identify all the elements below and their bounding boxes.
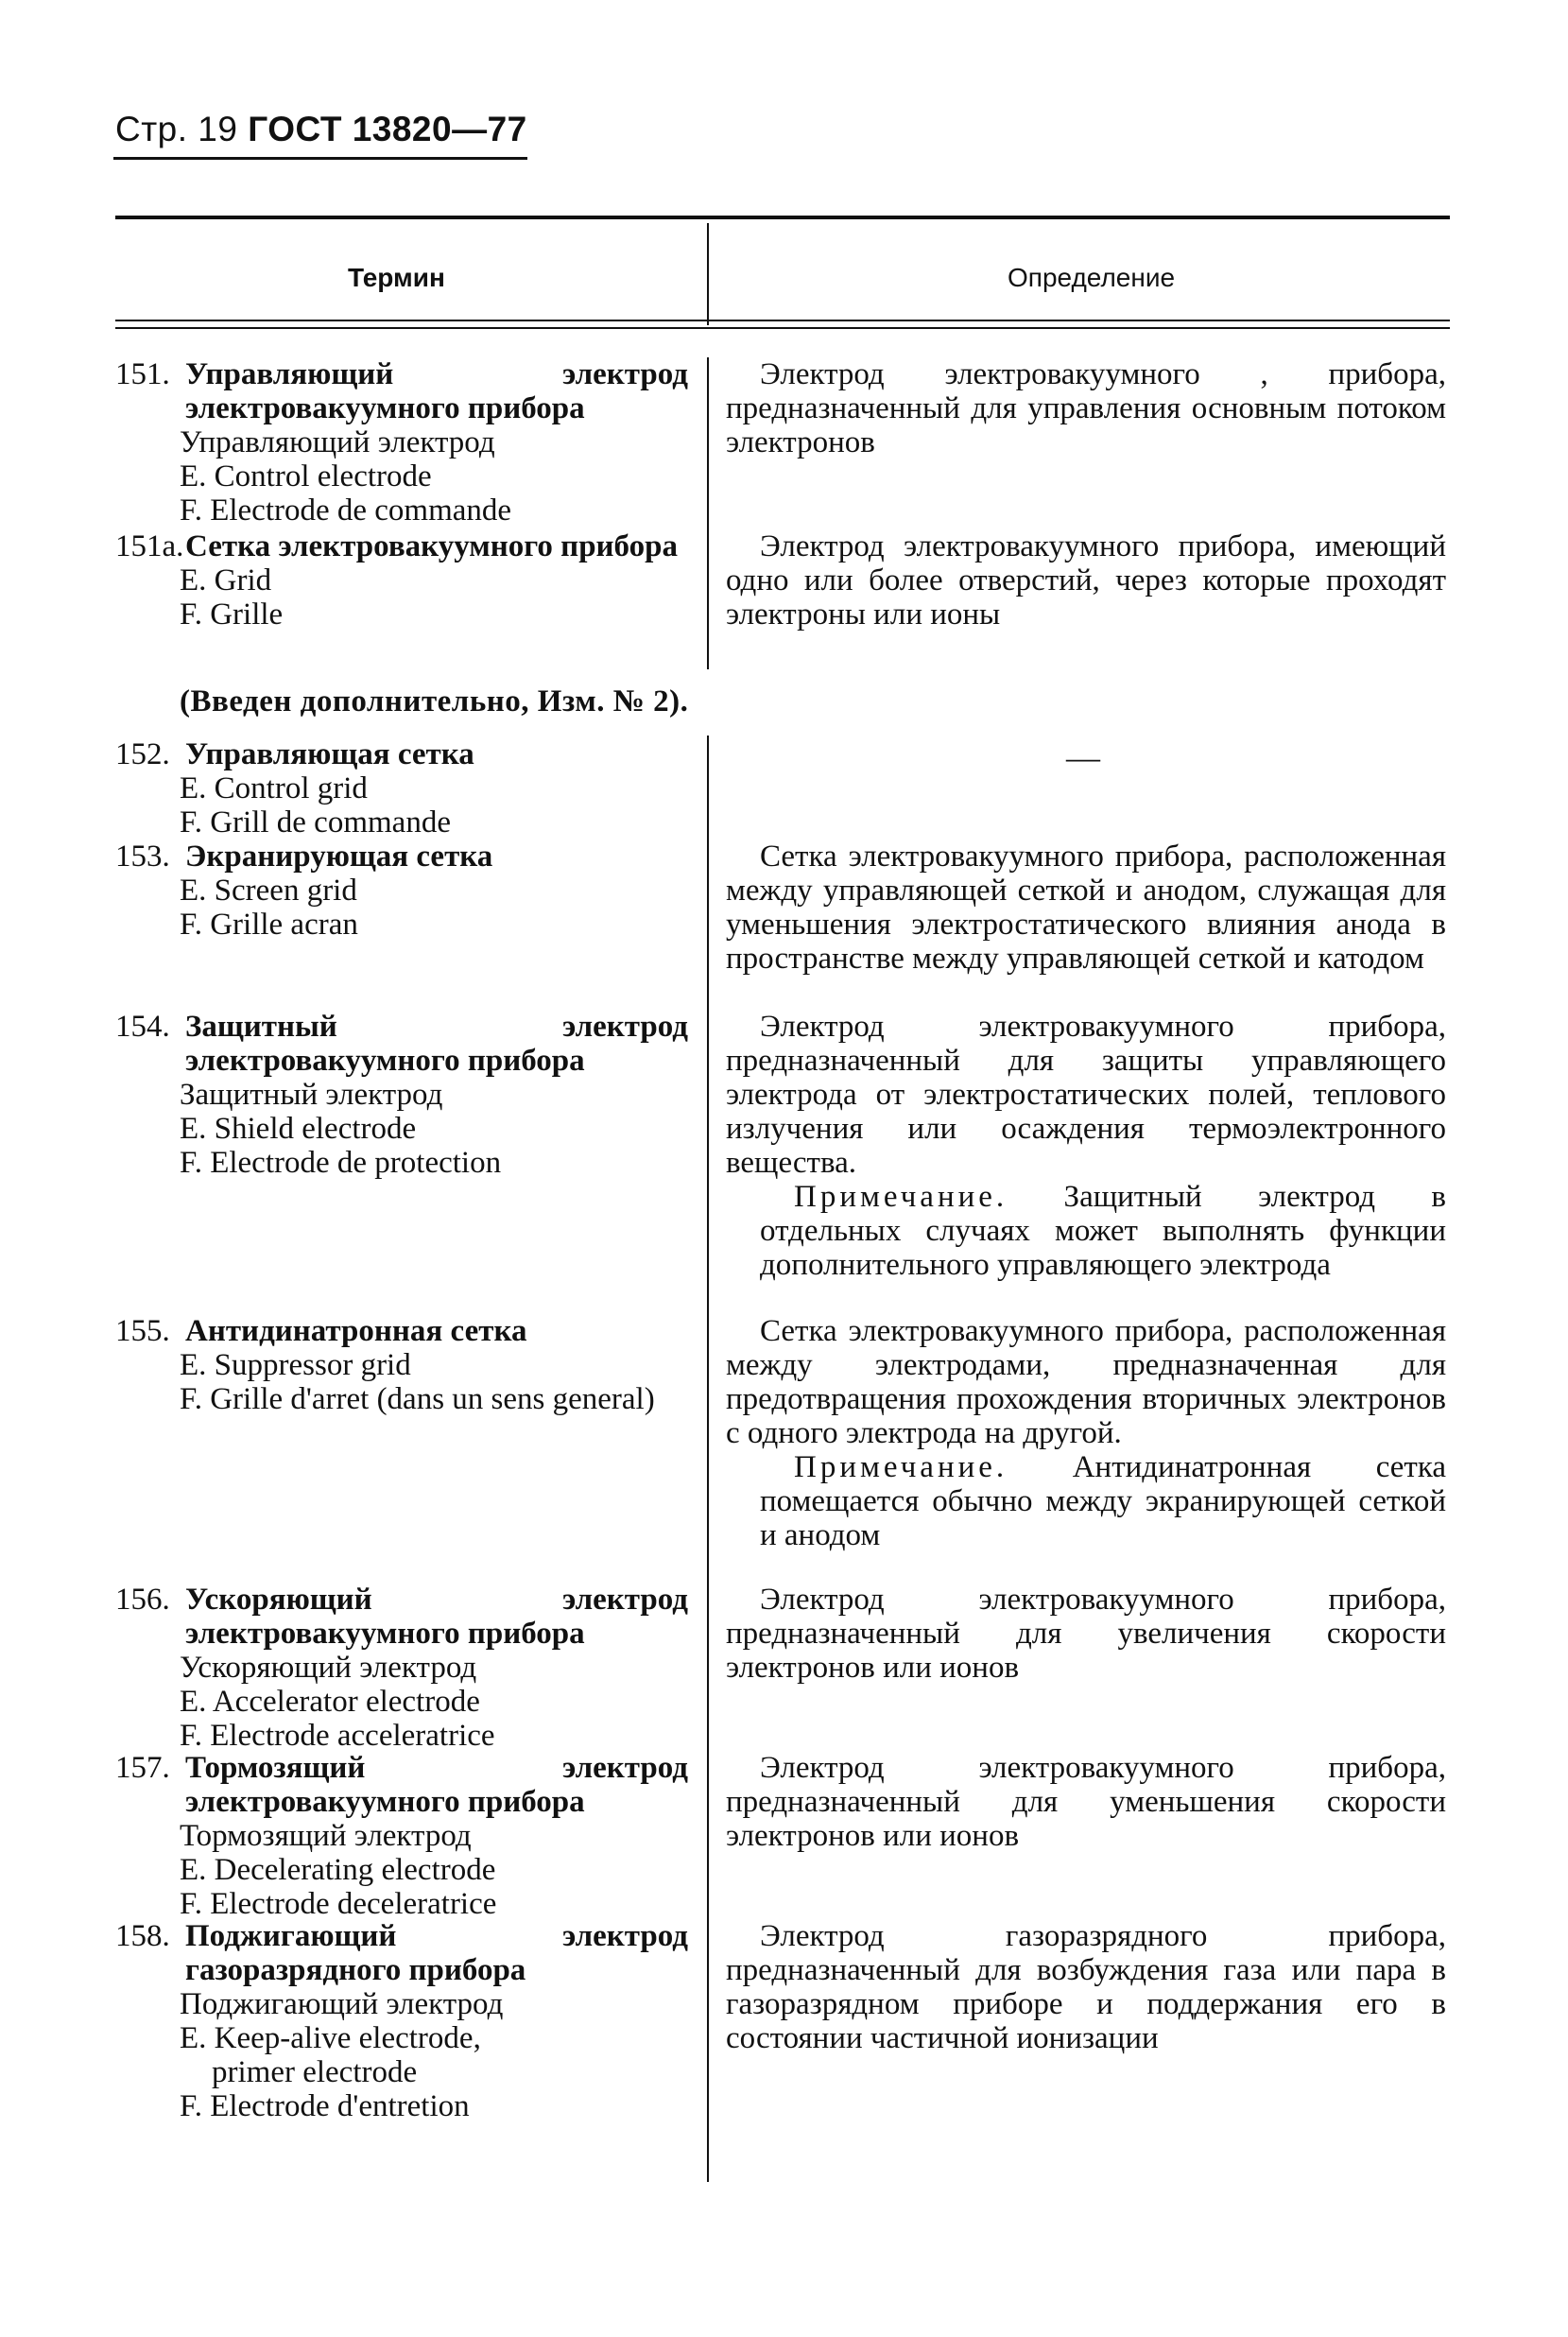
term-number: 152. xyxy=(115,737,170,771)
term-entry xyxy=(115,357,688,528)
header-underline xyxy=(113,157,527,160)
term-french: F. Electrode acceleratrice xyxy=(180,1719,495,1753)
note-label: Примечание. xyxy=(794,1450,1008,1484)
definition xyxy=(726,1583,1446,1685)
term-number: 153. xyxy=(115,840,170,874)
definition-note xyxy=(726,1450,1446,1552)
column-divider xyxy=(707,357,709,669)
page-number: Стр. 19 xyxy=(115,110,238,148)
term-short: Поджигающий электрод xyxy=(180,1987,504,2021)
note-text: Антидинатронная сетка помещается обычно между экранирующей сеткой и анодом xyxy=(760,1450,1447,1552)
term-name: Поджигающий электрод газоразрядного прибора xyxy=(185,1919,688,1987)
definition xyxy=(726,1314,1446,1552)
term-name: Управляющий электрод электровакуумного прибора xyxy=(185,357,688,425)
term-english: E. Suppressor grid xyxy=(180,1348,411,1382)
term-english: E. Screen grid xyxy=(180,874,357,908)
term-short: Управляющий электрод xyxy=(180,425,495,459)
term-entry xyxy=(115,1583,688,1753)
term-name: Ускоряющий электрод электровакуумного прибора xyxy=(185,1583,688,1651)
term-english-alt: primer electrode xyxy=(212,2055,418,2089)
definition xyxy=(726,1751,1446,1853)
definition-text: Электрод газоразрядного прибора, предназначенный для возбуждения газа или пара в газоразрядном приборе и поддержания его в состоянии частичной ионизации xyxy=(726,1919,1446,2055)
term-english: E. Decelerating electrode xyxy=(180,1853,496,1887)
term-english: E. Control grid xyxy=(180,771,368,805)
definition-text: Электрод электровакуумного прибора, предназначенный для уменьшения скорости электронов или ионов xyxy=(726,1751,1446,1853)
term-french: F. Grille xyxy=(180,597,284,632)
table-top-rule xyxy=(115,216,1450,219)
definition-text: Сетка электровакуумного прибора, расположенная между электродами, предназначенная для предотвращения прохождения вторичных электронов с одного электрода на другой. xyxy=(726,1314,1446,1450)
term-entry xyxy=(115,1751,688,1921)
definition xyxy=(726,840,1446,976)
term-short: Защитный электрод xyxy=(180,1078,443,1112)
term-entry xyxy=(115,1919,688,2123)
term-name: Антидинатронная сетка xyxy=(185,1314,527,1348)
definition xyxy=(726,529,1446,632)
term-number: 151. xyxy=(115,357,170,391)
column-header-definitions: Определение xyxy=(1008,263,1176,292)
term-entry xyxy=(115,1314,688,1416)
note-label: Примечание. xyxy=(794,1180,1008,1214)
definition-text: Электрод электровакуумного прибора, предназначенный для увеличения скорости электронов или ионов xyxy=(726,1583,1446,1685)
term-french: F. Electrode d'entretion xyxy=(180,2089,470,2123)
standard-number: ГОСТ 13820—77 xyxy=(248,110,527,148)
term-english: E. Control electrode xyxy=(180,459,432,493)
term-number: 158. xyxy=(115,1919,170,1953)
header-rule xyxy=(115,320,1450,321)
term-entry xyxy=(115,529,688,632)
definition-text: Электрод электровакуумного , прибора, предназначенный для управления основным потоком электронов xyxy=(726,357,1446,459)
term-number: 155. xyxy=(115,1314,170,1348)
definition-text: Электрод электровакуумного прибора, имеющий одно или более отверстий, через которые проходят электроны или ионы xyxy=(726,529,1446,632)
term-french: F. Grille d'arret (dans un sens general) xyxy=(180,1382,655,1416)
definition-text: Электрод электровакуумного прибора, предназначенный для защиты управляющего электрода от электростатических полей, теплового излучения или осаждения термоэлектронного вещества. xyxy=(726,1010,1446,1180)
term-name: Сетка электровакуумного прибора xyxy=(185,529,678,563)
term-entry xyxy=(115,737,688,840)
term-french: F. Electrode de commande xyxy=(180,493,512,528)
term-number: 154. xyxy=(115,1010,170,1044)
term-short: Ускоряющий электрод xyxy=(180,1651,477,1685)
term-number: 156. xyxy=(115,1583,170,1617)
term-name: Тормозящий электрод электровакуумного прибора xyxy=(185,1751,688,1819)
header-rule xyxy=(115,327,1450,329)
definition xyxy=(726,1919,1446,2055)
amendment-note: (Введен дополнительно, Изм. № 2). xyxy=(180,684,689,718)
note-text: Защитный электрод в отдельных случаях может выполнять функции дополнительного управляющего электрода xyxy=(760,1180,1446,1282)
definition xyxy=(726,357,1446,459)
term-number: 157. xyxy=(115,1751,170,1785)
definition-text: Сетка электровакуумного прибора, расположенная между управляющей сеткой и анодом, служащая для уменьшения электростатического влияния анода в пространстве между управляющей сеткой и катодом xyxy=(726,840,1446,976)
term-short: Тормозящий электрод xyxy=(180,1819,472,1853)
definition-note xyxy=(726,1180,1446,1282)
column-divider xyxy=(707,736,709,2182)
term-name: Управляющая сетка xyxy=(185,737,474,771)
column-header-terms: Термин xyxy=(348,263,445,292)
term-entry xyxy=(115,1010,688,1180)
term-number: 151а. xyxy=(115,529,184,563)
column-divider xyxy=(707,223,709,325)
term-name: Защитный электрод электровакуумного прибора xyxy=(185,1010,688,1078)
term-french: F. Electrode de protection xyxy=(180,1146,502,1180)
term-english: E. Grid xyxy=(180,563,272,597)
term-french: F. Electrode deceleratrice xyxy=(180,1887,497,1921)
term-name: Экранирующая сетка xyxy=(185,840,493,874)
definition-dash: — xyxy=(1066,738,1100,776)
term-english: E. Keep-alive electrode, xyxy=(180,2021,481,2055)
term-french: F. Grill de commande xyxy=(180,805,451,840)
term-entry xyxy=(115,840,688,942)
term-english: E. Shield electrode xyxy=(180,1112,417,1146)
definition xyxy=(726,1010,1446,1282)
term-english: E. Accelerator electrode xyxy=(180,1685,480,1719)
page-header xyxy=(115,110,527,149)
term-french: F. Grille acran xyxy=(180,908,358,942)
